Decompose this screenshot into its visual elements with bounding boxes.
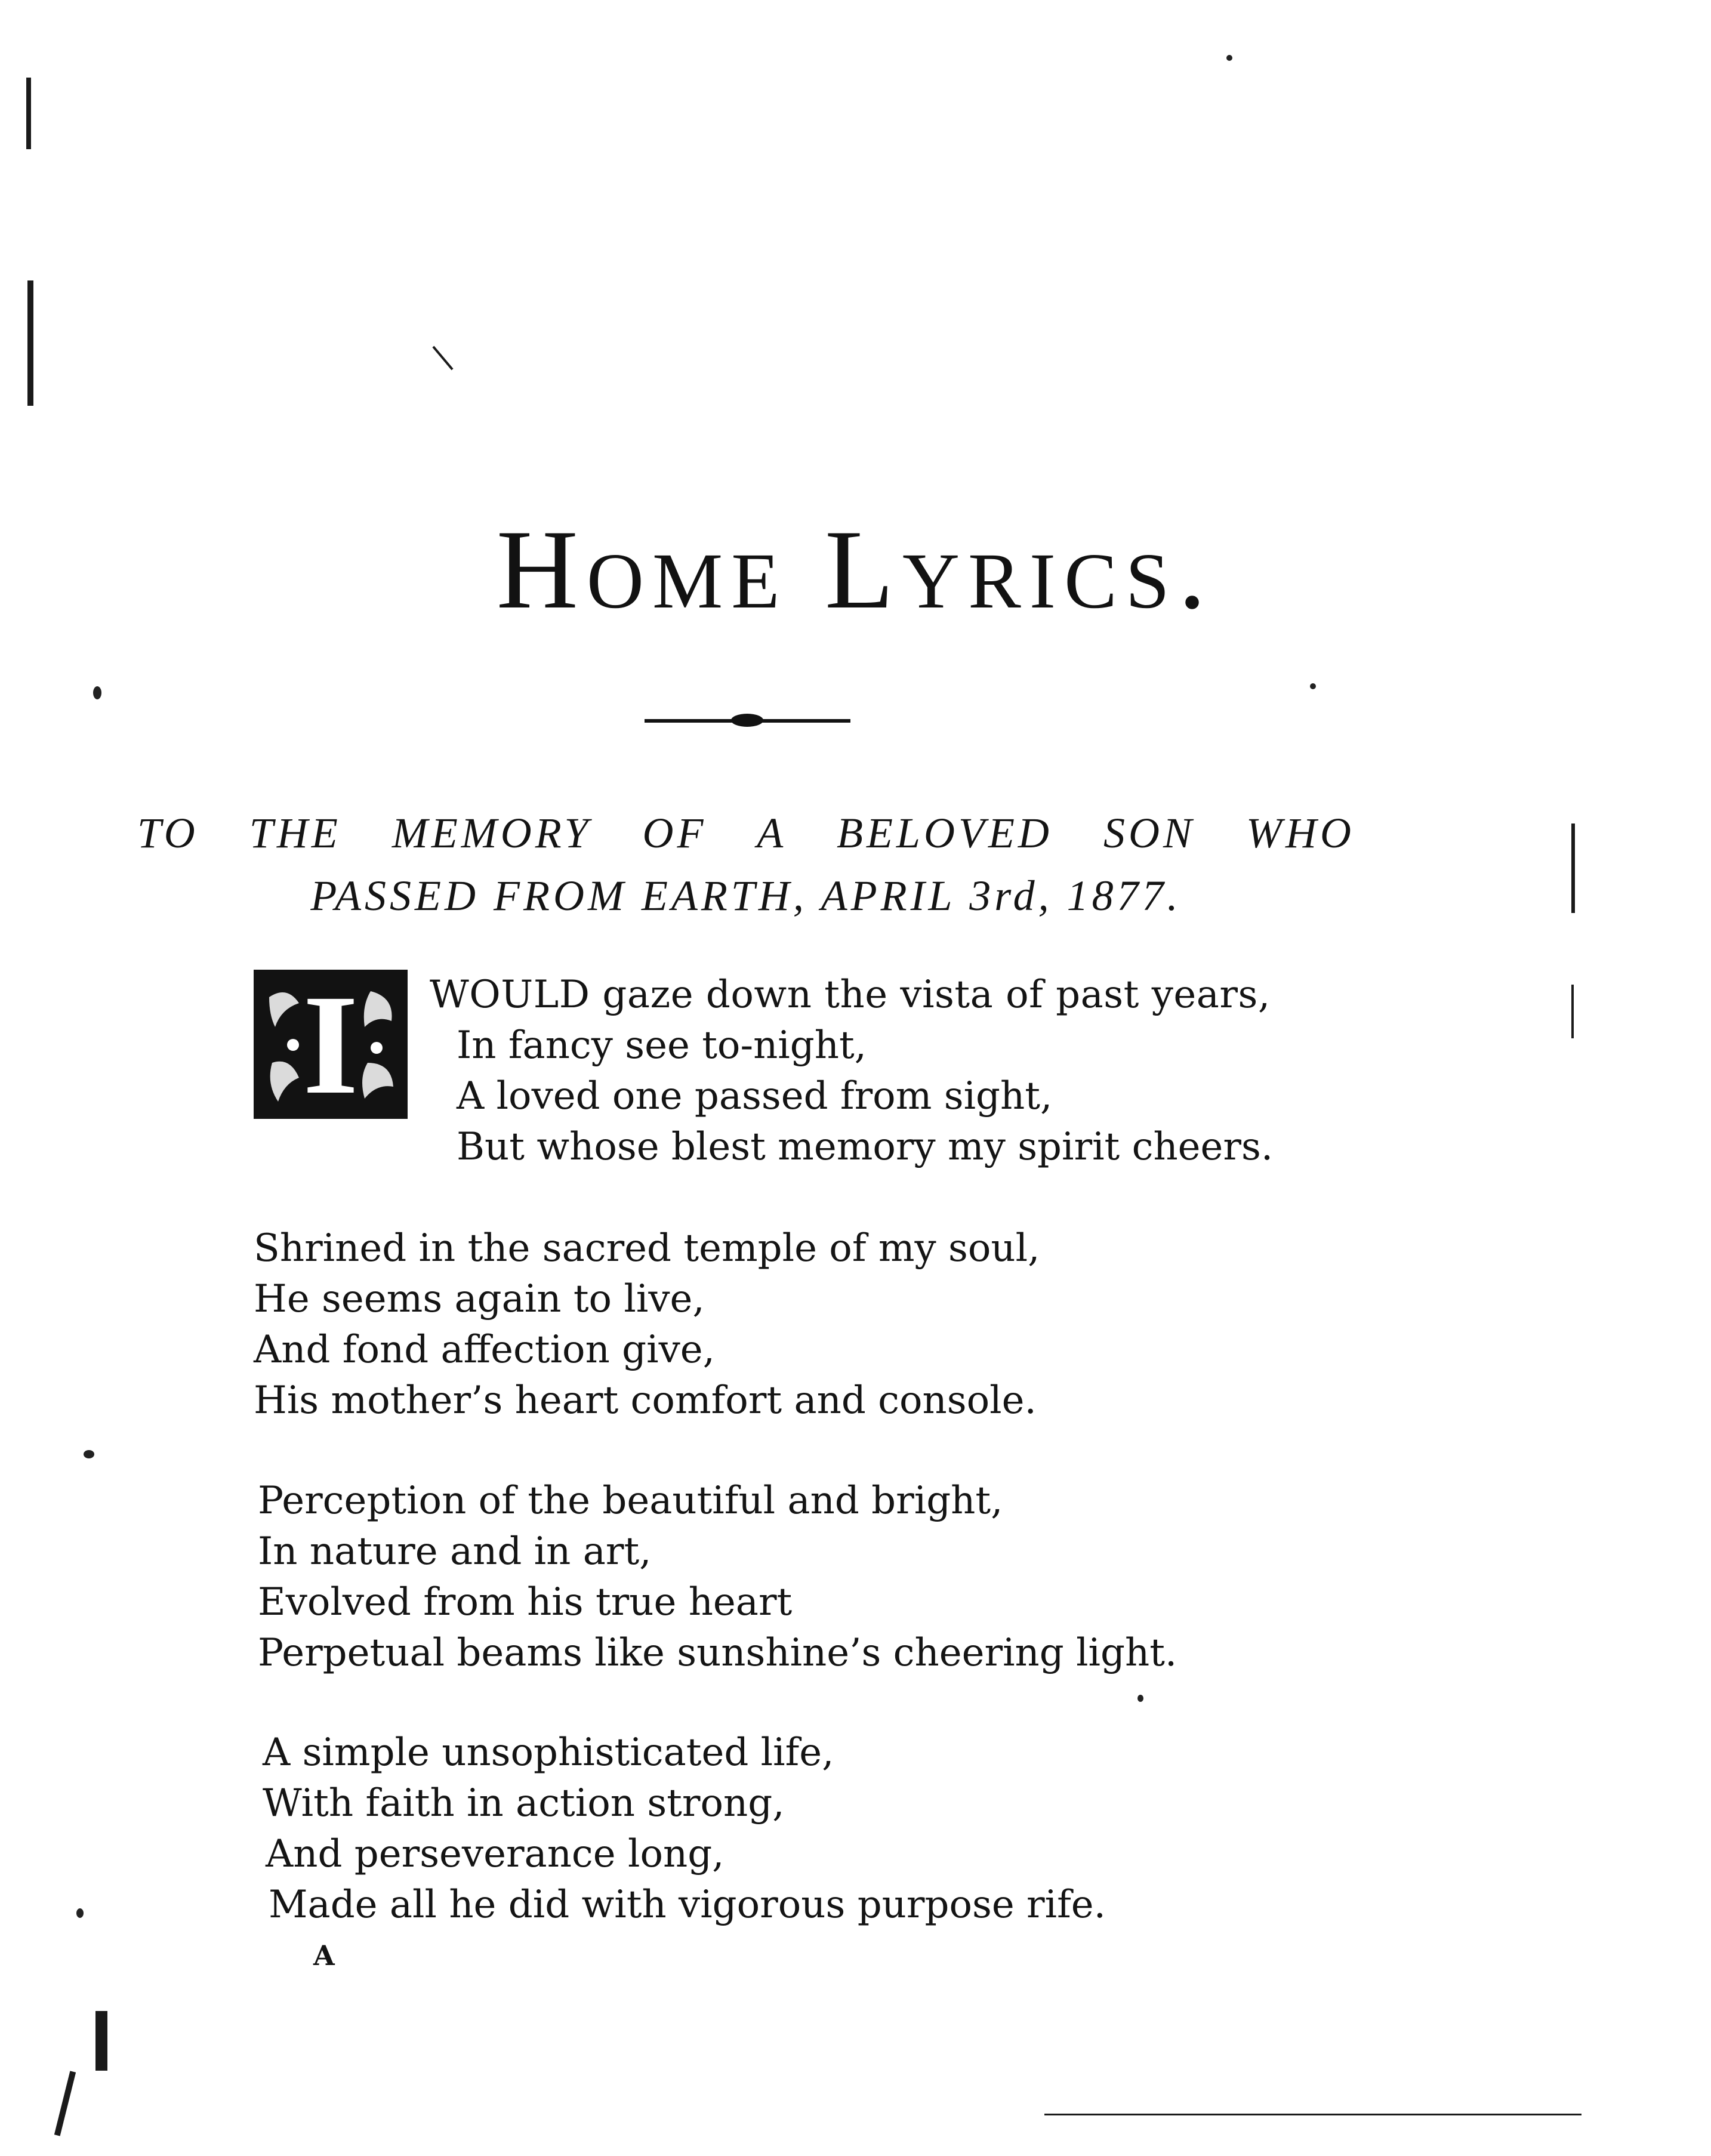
scan-edge-mark: [1044, 2114, 1581, 2115]
poem-line: Perpetual beams like sunshine’s cheering light.: [258, 1631, 1177, 1675]
scan-speck: [84, 1450, 94, 1458]
scan-edge-mark: [1571, 985, 1574, 1038]
poem-line: But whose blest memory my spirit cheers.: [457, 1125, 1274, 1169]
poem-line: In fancy see to-night,: [457, 1023, 867, 1068]
poem-line: Perception of the beautiful and bright,: [258, 1479, 1003, 1523]
scan-speck: [76, 1908, 84, 1918]
poem-line: Shrined in the sacred temple of my soul,: [254, 1226, 1040, 1270]
scan-edge-mark: [26, 78, 31, 149]
poem-line: In nature and in art,: [258, 1529, 652, 1574]
scan-edge-mark: [27, 280, 33, 406]
poem-line: And perseverance long,: [266, 1832, 725, 1876]
poem-line: And fond affection give,: [254, 1328, 715, 1372]
scan-edge-mark: [432, 346, 453, 371]
scan-edge-mark: [54, 2071, 76, 2136]
scan-speck: [1310, 683, 1316, 689]
poem-line: He seems again to live,: [254, 1277, 705, 1321]
poem-line: A simple unsophisticated life,: [263, 1731, 834, 1775]
poem-line: WOULD gaze down the vista of past years,: [430, 973, 1271, 1017]
page-title: Home Lyrics.: [496, 507, 1215, 633]
scan-edge-mark: [1571, 823, 1575, 913]
scan-speck: [93, 686, 101, 699]
dedication-line-1: TO THE MEMORY OF A BELOVED SON WHO: [137, 809, 1355, 857]
scan-speck: [1226, 55, 1232, 61]
dedication-line-2: PASSED FROM EARTH, APRIL 3rd, 1877.: [310, 872, 1182, 920]
rule-ornament-dot: [731, 714, 763, 727]
drop-cap-letter: I: [303, 970, 359, 1119]
poem-line: With faith in action strong,: [263, 1781, 785, 1825]
drop-cap-ornament: [254, 970, 408, 1119]
poem-line: His mother’s heart comfort and console.: [254, 1378, 1037, 1423]
poem-line: Made all he did with vigorous purpose rife.: [269, 1883, 1106, 1927]
poem-line: A loved one passed from sight,: [457, 1074, 1053, 1118]
catchword: A: [313, 1939, 335, 1972]
scan-edge-mark: [95, 2011, 107, 2071]
scan-speck: [1137, 1695, 1143, 1702]
poem-line: Evolved from his true heart: [258, 1580, 793, 1624]
